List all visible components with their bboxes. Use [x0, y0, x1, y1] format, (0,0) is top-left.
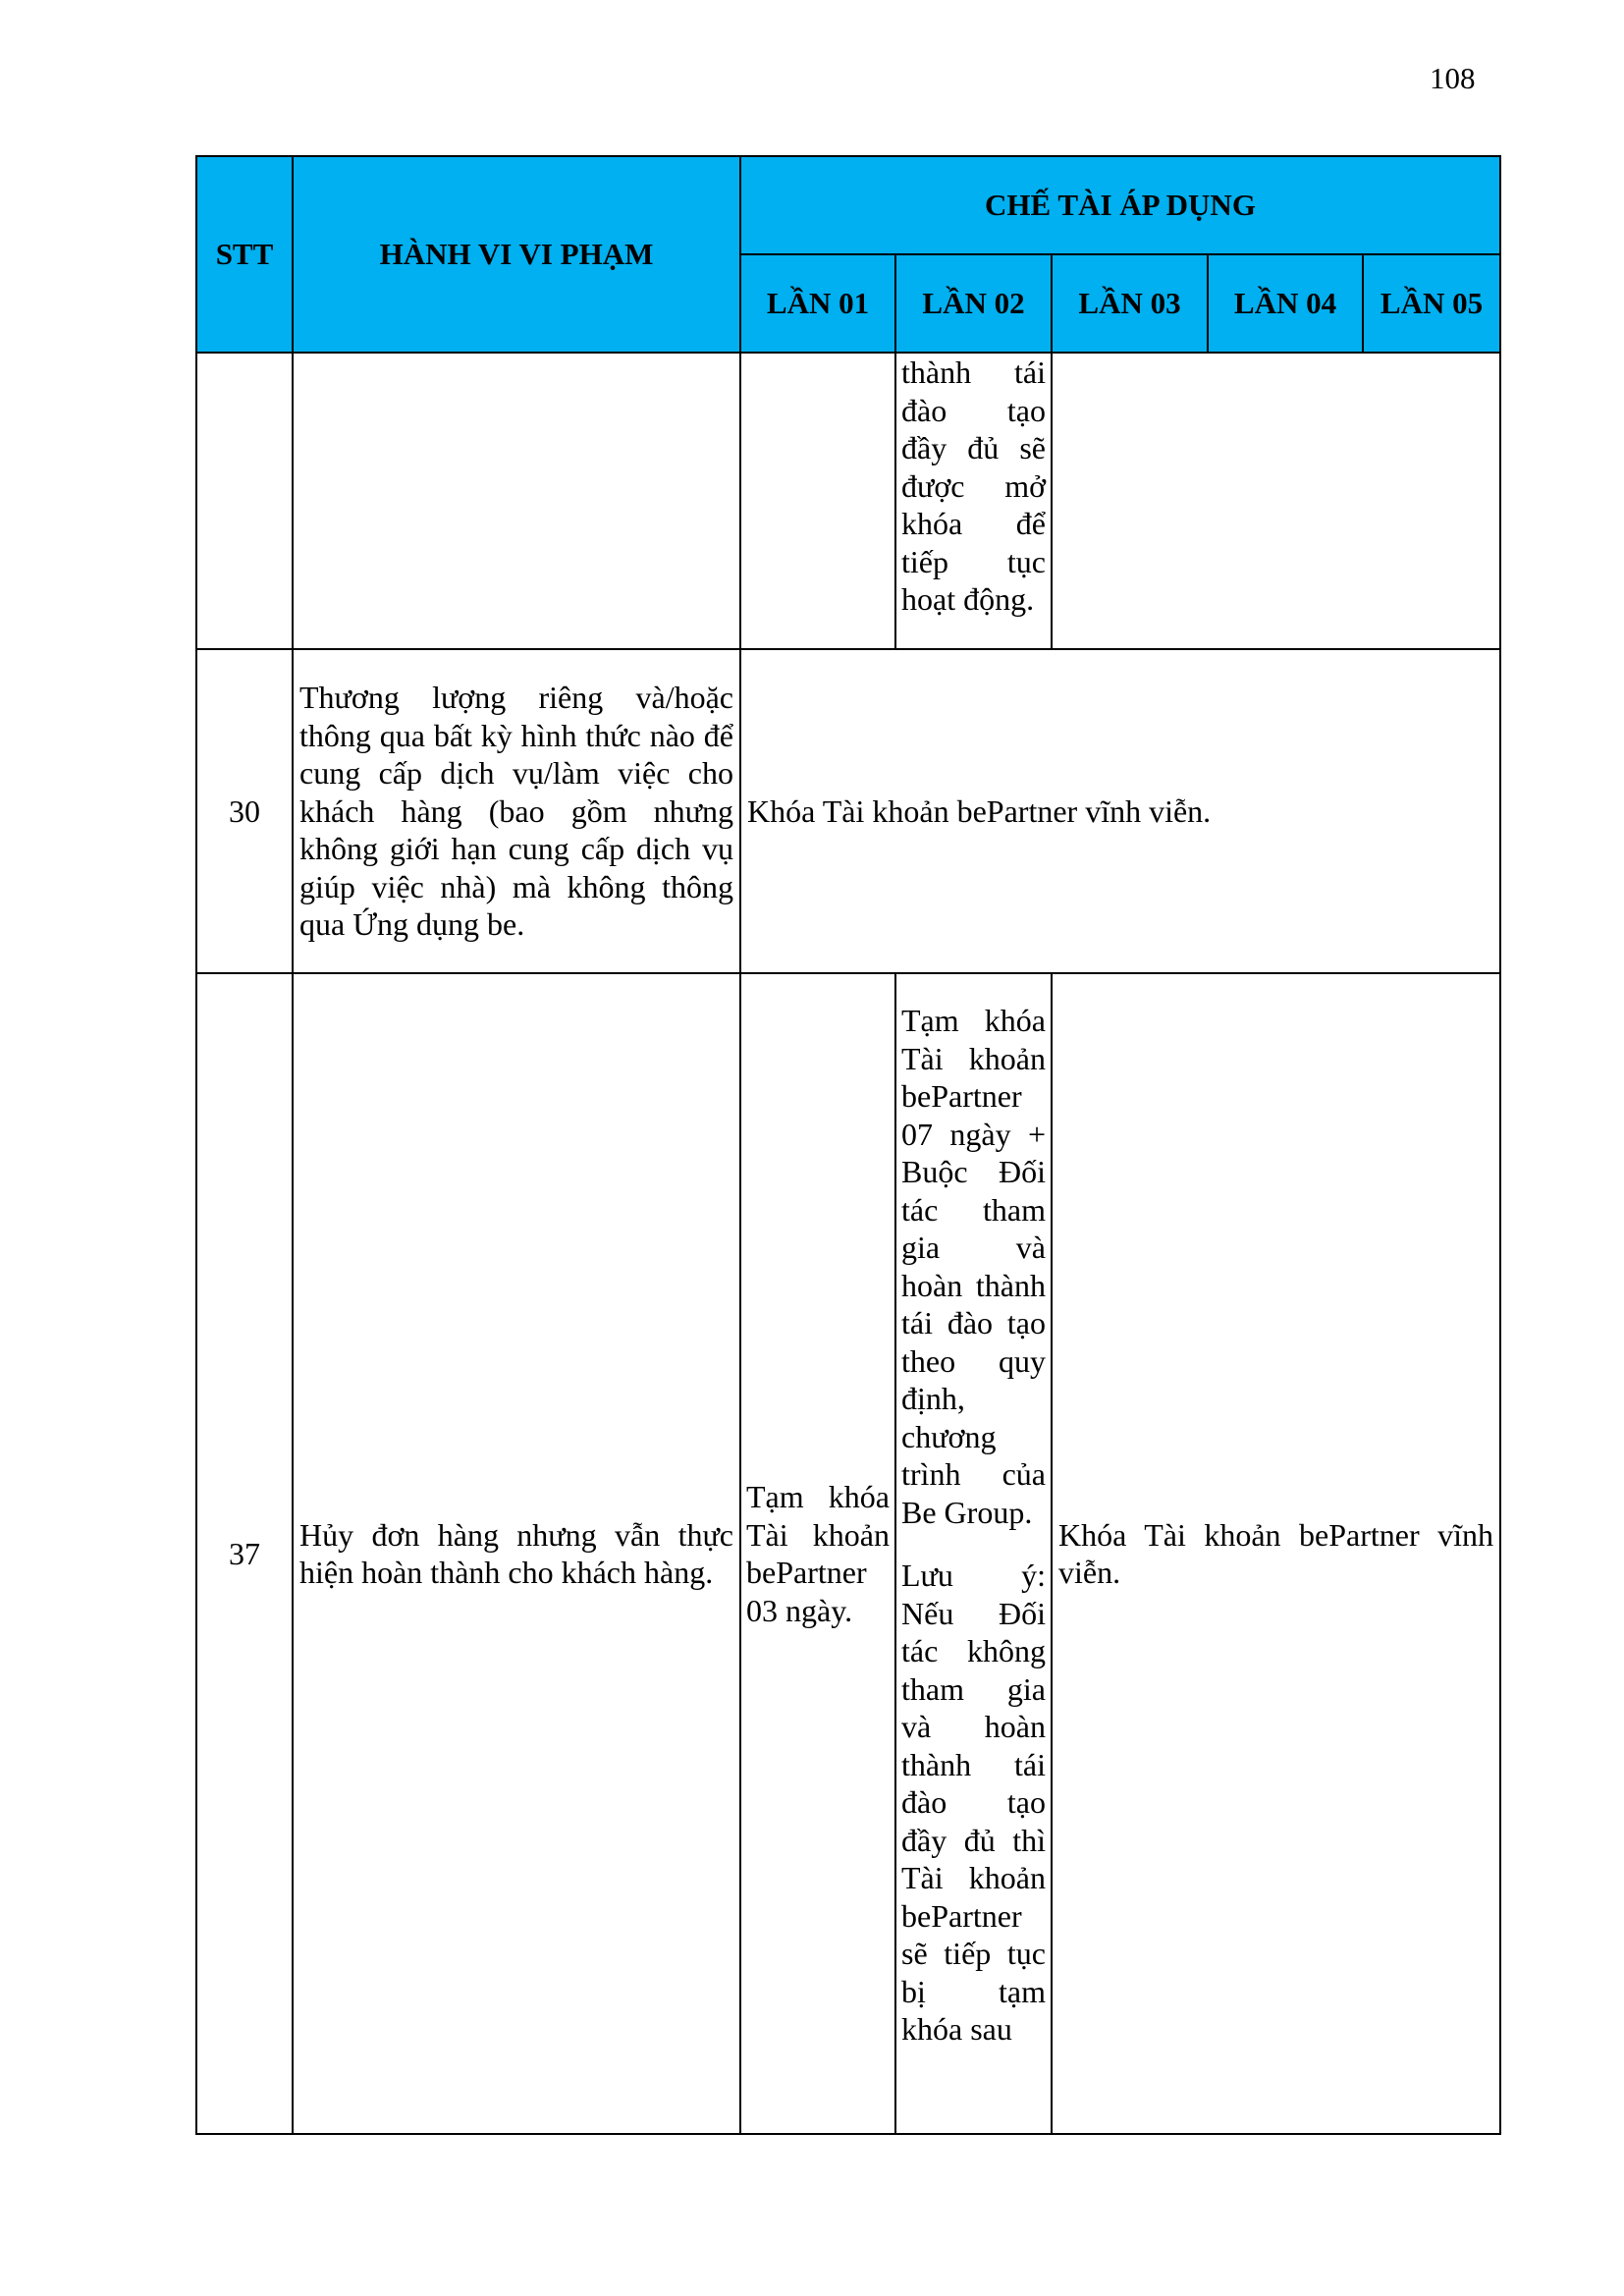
sanctions-table	[195, 155, 1501, 2135]
row-37-stt: 37	[196, 973, 293, 2134]
continued-lan03-05-cell	[1052, 353, 1500, 649]
row-37-lan01-cell	[740, 973, 895, 2134]
header-lan-05: LẦN 05	[1363, 254, 1500, 353]
row-37-lan03-05-cell	[1052, 973, 1500, 2134]
header-lan-04: LẦN 04	[1208, 254, 1363, 353]
header-lan-02: LẦN 02	[895, 254, 1052, 353]
row-30-sanction: Khóa Tài khoản bePartner vĩnh viễn.	[747, 793, 1212, 829]
row-30-violation-cell	[293, 649, 740, 973]
row-37-violation: Hủy đơn hàng nhưng vẫn thực hiện hoàn thành cho khách hàng.	[299, 1516, 733, 1590]
table-row-30	[196, 649, 1500, 973]
row-30-sanction-cell	[740, 649, 1500, 973]
table-row-37	[196, 973, 1500, 2134]
row-37-lan02-cell	[895, 973, 1052, 2134]
header-sanction-group: CHẾ TÀI ÁP DỤNG	[740, 156, 1500, 254]
row-37-violation-cell	[293, 973, 740, 2134]
page-number: 108	[1430, 61, 1476, 95]
continued-stt-cell	[196, 353, 293, 649]
row-30-stt: 30	[196, 649, 293, 973]
table-row-continued	[196, 353, 1500, 649]
header-lan-01: LẦN 01	[740, 254, 895, 353]
row-30-violation: Thương lượng riêng và/hoặc thông qua bất kỳ hình thức nào để cung cấp dịch vụ/làm việc cho khách hàng (bao gồm nhưng không giới hạn cung cấp dịch vụ giúp việc nhà) mà không thông qua Ứng dụng be.	[299, 680, 733, 943]
continued-lan02-cell	[895, 353, 1052, 649]
header-lan-03: LẦN 03	[1052, 254, 1208, 353]
row-37-lan02-main: Tạm khóa Tài khoản bePartner 07 ngày + Buộc Đối tác tham gia và hoàn thành tái đào tạo theo quy định, chương trình của Be Group.	[901, 1003, 1046, 1530]
continued-lan01-cell	[740, 353, 895, 649]
row-37-lan02-note: Lưu ý: Nếu Đối tác không tham gia và hoàn thành tái đào tạo đầy đủ thì Tài khoản bePartner sẽ tiếp tục bị tạm khóa sau	[901, 1558, 1046, 2047]
continued-violation-cell	[293, 353, 740, 649]
header-stt: STT	[196, 156, 293, 353]
continued-lan02-text: thành tái đào tạo đầy đủ sẽ được mở khóa để tiếp tục hoạt động.	[901, 355, 1046, 617]
row-37-lan03-05: Khóa Tài khoản bePartner vĩnh viễn.	[1058, 1516, 1493, 1590]
header-violation: HÀNH VI VI PHẠM	[293, 156, 740, 353]
row-37-lan01: Tạm khóa Tài khoản bePartner 03 ngày.	[746, 1479, 890, 1628]
